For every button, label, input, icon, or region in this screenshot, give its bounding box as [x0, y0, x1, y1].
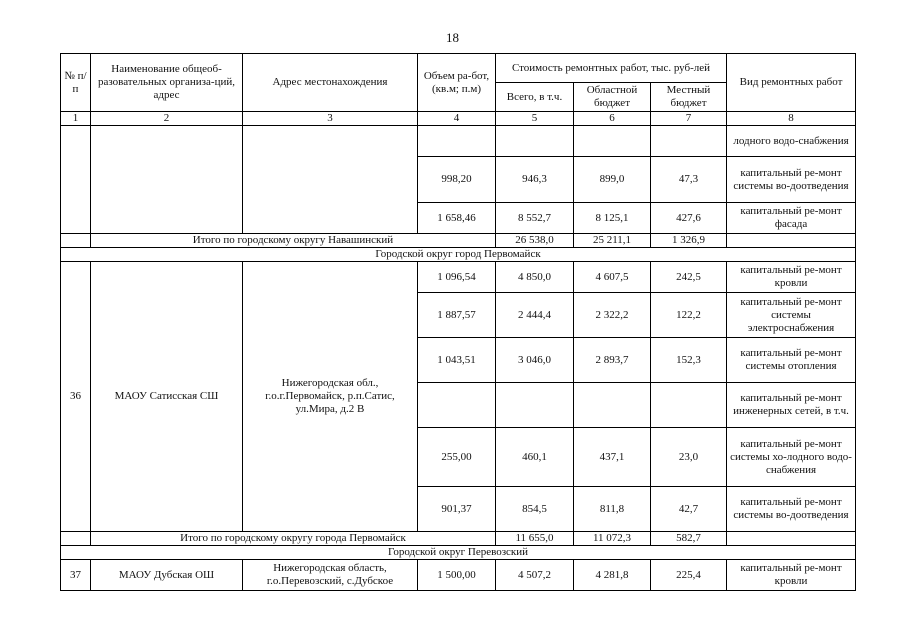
cell-local — [651, 383, 727, 428]
cell-total — [496, 126, 574, 157]
cell-kind: капитальный ре-монт системы во-доотведения — [727, 157, 856, 203]
header-col-name: Наименование общеоб-разовательных организа-ций, адрес — [91, 54, 243, 112]
cell-regional: 8 125,1 — [574, 203, 651, 234]
cell-regional: 2 893,7 — [574, 338, 651, 383]
header-col-cost-group: Стоимость ремонтных работ, тыс. руб-лей — [496, 54, 727, 83]
cell-total: 4 507,2 — [496, 560, 574, 591]
subtotal-regional: 25 211,1 — [574, 234, 651, 248]
header-col-no: № п/п — [61, 54, 91, 112]
cell-volume: 255,00 — [418, 428, 496, 487]
cell-kind — [727, 234, 856, 248]
cell-volume: 1 658,46 — [418, 203, 496, 234]
table-row — [61, 126, 856, 157]
section-row — [61, 546, 856, 560]
column-number: 7 — [651, 112, 727, 126]
cell-kind: капитальный ре-монт системы электроснабжения — [727, 293, 856, 338]
cell-local: 122,2 — [651, 293, 727, 338]
cell-name — [91, 126, 243, 234]
cell-total: 4 850,0 — [496, 262, 574, 293]
header-col-local: Местный бюджет — [651, 83, 727, 112]
column-number: 5 — [496, 112, 574, 126]
column-number: 4 — [418, 112, 496, 126]
subtotal-label: Итого по городскому округу Навашинский — [91, 234, 496, 248]
subtotal-total: 26 538,0 — [496, 234, 574, 248]
cell-volume: 901,37 — [418, 487, 496, 532]
cell-total — [496, 383, 574, 428]
entry-address: Нижегородская область, г.о.Перевозский, с.Дубское — [243, 560, 418, 591]
cell-local: 242,5 — [651, 262, 727, 293]
header-row — [61, 54, 856, 83]
header-col-address: Адрес местонахождения — [243, 54, 418, 112]
section-title: Городской округ Перевозский — [61, 546, 856, 560]
cell-volume — [418, 126, 496, 157]
section-row — [61, 248, 856, 262]
subtotal-row — [61, 532, 856, 546]
cell-regional: 4 281,8 — [574, 560, 651, 591]
cell-volume: 1 043,51 — [418, 338, 496, 383]
subtotal-local: 582,7 — [651, 532, 727, 546]
cell-regional — [574, 126, 651, 157]
cell-regional: 2 322,2 — [574, 293, 651, 338]
cell-kind: капитальный ре-монт фасада — [727, 203, 856, 234]
cell-volume: 1 500,00 — [418, 560, 496, 591]
cell-total: 946,3 — [496, 157, 574, 203]
column-number: 8 — [727, 112, 856, 126]
header-col-volume: Объем ра-бот, (кв.м; п.м) — [418, 54, 496, 112]
cell-total: 8 552,7 — [496, 203, 574, 234]
cell-local: 47,3 — [651, 157, 727, 203]
subtotal-local: 1 326,9 — [651, 234, 727, 248]
cell-volume: 1 096,54 — [418, 262, 496, 293]
cell-regional — [574, 383, 651, 428]
entry-address: Нижегородская обл., г.о.г.Первомайск, р.п.Сатис, ул.Мира, д.2 В — [243, 262, 418, 532]
subtotal-row — [61, 234, 856, 248]
subtotal-regional: 11 072,3 — [574, 532, 651, 546]
cell-regional: 4 607,5 — [574, 262, 651, 293]
column-number: 2 — [91, 112, 243, 126]
cell-no — [61, 532, 91, 546]
table-row — [61, 262, 856, 293]
entry-number: 36 — [61, 262, 91, 532]
header-col-kind: Вид ремонтных работ — [727, 54, 856, 112]
cell-total: 2 444,4 — [496, 293, 574, 338]
cell-volume: 998,20 — [418, 157, 496, 203]
cell-local: 42,7 — [651, 487, 727, 532]
header-col-regional: Областной бюджет — [574, 83, 651, 112]
column-number: 1 — [61, 112, 91, 126]
subtotal-total: 11 655,0 — [496, 532, 574, 546]
cell-total: 3 046,0 — [496, 338, 574, 383]
cell-total: 854,5 — [496, 487, 574, 532]
cell-local: 23,0 — [651, 428, 727, 487]
table-row — [61, 560, 856, 591]
column-number: 6 — [574, 112, 651, 126]
cell-local: 225,4 — [651, 560, 727, 591]
page-number: 18 — [446, 30, 459, 45]
cell-local — [651, 126, 727, 157]
cell-no — [61, 126, 91, 234]
cell-local: 427,6 — [651, 203, 727, 234]
entry-name: МАОУ Сатисская СШ — [91, 262, 243, 532]
cell-regional: 899,0 — [574, 157, 651, 203]
cell-kind: капитальный ре-монт системы отопления — [727, 338, 856, 383]
cell-kind: капитальный ре-монт кровли — [727, 262, 856, 293]
section-title: Городской округ город Первомайск — [61, 248, 856, 262]
subtotal-label: Итого по городскому округу города Первомайск — [91, 532, 496, 546]
cell-total: 460,1 — [496, 428, 574, 487]
cell-local: 152,3 — [651, 338, 727, 383]
entry-name: МАОУ Дубская ОШ — [91, 560, 243, 591]
cell-kind: капитальный ре-монт системы во-доотведения — [727, 487, 856, 532]
cell-volume: 1 887,57 — [418, 293, 496, 338]
cell-regional: 437,1 — [574, 428, 651, 487]
column-number-row — [61, 112, 856, 126]
cell-kind: лодного водо-снабжения — [727, 126, 856, 157]
repair-works-table — [60, 53, 856, 591]
cell-volume — [418, 383, 496, 428]
cell-kind: капитальный ре-монт инженерных сетей, в т.ч. — [727, 383, 856, 428]
cell-regional: 811,8 — [574, 487, 651, 532]
cell-kind — [727, 532, 856, 546]
column-number: 3 — [243, 112, 418, 126]
cell-no — [61, 234, 91, 248]
header-col-total: Всего, в т.ч. — [496, 83, 574, 112]
cell-kind: капитальный ре-монт кровли — [727, 560, 856, 591]
cell-address — [243, 126, 418, 234]
cell-kind: капитальный ре-монт системы хо-лодного водо-снабжения — [727, 428, 856, 487]
entry-number: 37 — [61, 560, 91, 591]
